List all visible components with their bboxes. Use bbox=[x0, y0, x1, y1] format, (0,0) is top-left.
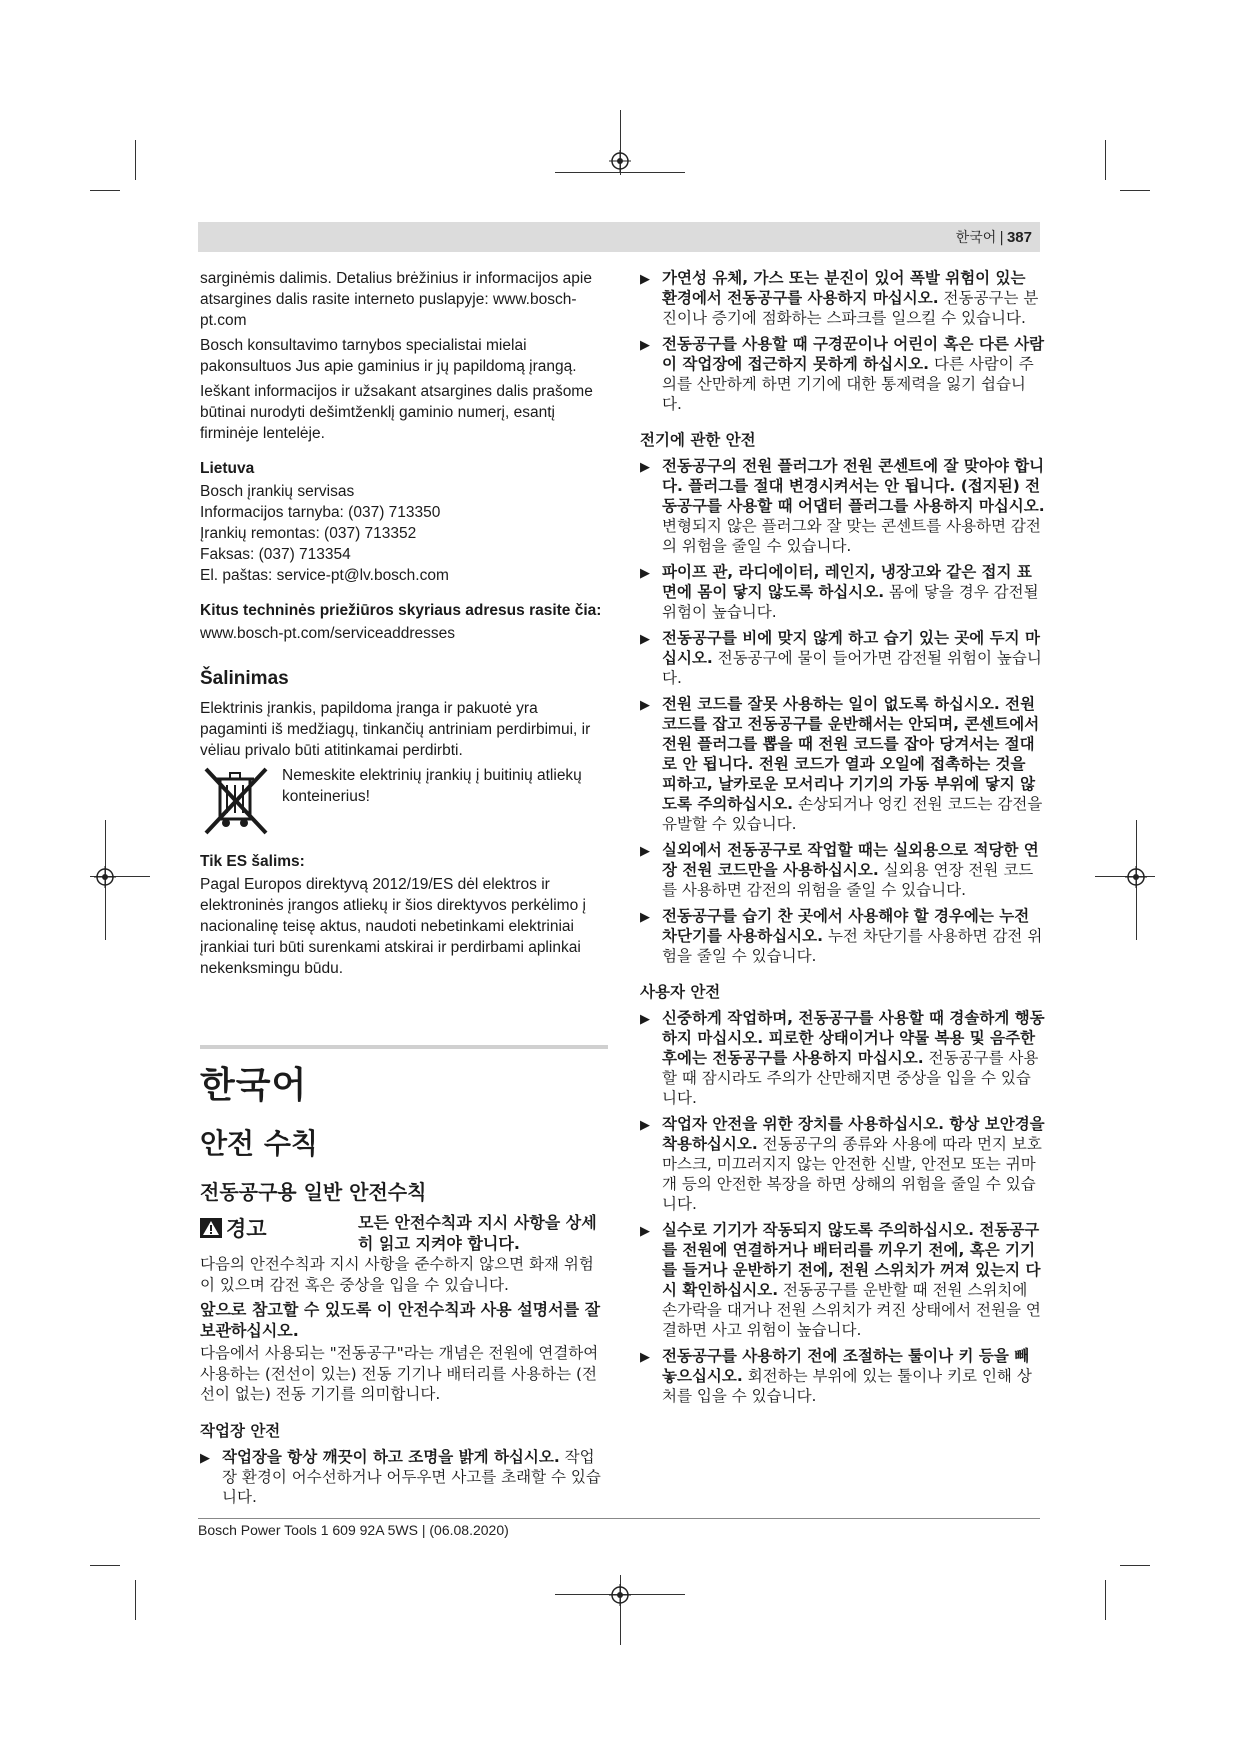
electrical-heading: 전기에 관한 안전 bbox=[640, 431, 756, 449]
safety-bullet bbox=[640, 1114, 1045, 1214]
contact-line: Informacijos tarnyba: (037) 713350 bbox=[200, 504, 441, 521]
crop-mark bbox=[1120, 1565, 1150, 1566]
contact-line: Įrankių remontas: (037) 713352 bbox=[200, 525, 417, 542]
header-language: 한국어 bbox=[955, 230, 997, 246]
safety-bullet bbox=[640, 906, 1045, 966]
bullet-arrow-icon: ▶ bbox=[640, 460, 650, 475]
bullet-text: 작업장 환경이 어수선하거나 어두우면 사고를 초래할 수 있습니다. bbox=[222, 1447, 601, 1506]
warning-bold: 모든 안전수칙과 지시 사항을 상세히 읽고 지켜야 합니다. bbox=[358, 1213, 597, 1253]
work-area-heading: 작업장 안전 bbox=[200, 1421, 281, 1440]
general-safety-title: 전동공구용 일반 안전수칙 bbox=[200, 1180, 427, 1204]
footer-text: Bosch Power Tools 1 609 92A 5WS | (06.08.2020) bbox=[198, 1522, 509, 1538]
bullet-text: 전동공구에 물이 들어가면 감전될 위험이 높습니다. bbox=[662, 649, 1042, 687]
bullet-bold: 실수로 기기가 작동되지 않도록 주의하십시오. 전동공구를 전원에 연결하거나 배터리를 끼우기 전에, 혹은 기기를 들거나 운반하기 전에, 전원 스위치가 꺼져 있는지 다시 확인하십시오. bbox=[662, 1221, 1041, 1299]
bullet-arrow-icon: ▶ bbox=[640, 632, 650, 647]
bullet-arrow-icon: ▶ bbox=[640, 844, 650, 859]
crop-mark bbox=[90, 1565, 120, 1566]
bullet-text: 실외용 연장 전원 코드를 사용하면 감전의 위험을 줄일 수 있습니다. bbox=[662, 861, 1034, 899]
bullet-text: 전동공구를 운반할 때 전원 스위치에 손가락을 대거나 전원 스위치가 켜진 상태에서 전원을 연결하면 사고 위험이 높습니다. bbox=[662, 1281, 1041, 1339]
warning-text: 다음의 안전수칙과 지시 사항을 준수하지 않으면 화재 위험이 있으며 감전 혹은 중상을 입을 수 있습니다. bbox=[200, 1255, 594, 1294]
bullet-text: 변형되지 않은 플러그와 잘 맞는 콘센트를 사용하면 감전의 위험을 줄일 수 있습니다. bbox=[662, 517, 1041, 555]
disposal-text: Elektrinis įrankis, papildoma įranga ir pakuotė yra pagaminti iš medžiagų, tinkančių antriniam perdirbimui, ir vėliau privalo būti atitinkamai perdirbti. bbox=[200, 700, 591, 759]
crop-mark bbox=[1120, 190, 1150, 191]
safety-bullet bbox=[640, 1008, 1045, 1108]
lt-paragraph: Ieškant informacijos ir užsakant atsargines dalis prašome būtinai nurodyti dešimtženklį gaminio numerį, esantį firminėje lentelėje. bbox=[200, 383, 593, 442]
crop-mark bbox=[555, 172, 685, 173]
lt-paragraph: Bosch konsultavimo tarnybos specialistai mielai pakonsultuos Jus apie gaminius ir jų papildomą įrangą. bbox=[200, 337, 577, 375]
safety-bullet bbox=[640, 694, 1045, 834]
safety-bullet bbox=[640, 456, 1045, 556]
keep-instructions: 앞으로 참고할 수 있도록 이 안전수칙과 사용 설명서를 잘 보관하십시오. bbox=[200, 1300, 601, 1340]
bullet-bold: 전원 코드를 잘못 사용하는 일이 없도록 하십시오. 전원 코드를 잡고 전동공구를 운반해서는 안되며, 콘센트에서 전원 플러그를 뽑을 때 전원 코드를 잡아 당겨서는 절대로 안 됩니다. 전원 코드가 열과 오일에 접촉하는 것을 피하고, 날카로운 모서리나 기기의 가동 부위에 닿지 않도록 주의하십시오. bbox=[662, 695, 1040, 813]
language-divider bbox=[200, 1045, 608, 1049]
bullet-arrow-icon: ▶ bbox=[640, 698, 650, 713]
weee-note: Nemeskite elektrinių įrankių į buitinių atliekų konteinerius! bbox=[282, 767, 582, 805]
safety-bullet bbox=[640, 628, 1045, 688]
crop-mark bbox=[135, 140, 136, 180]
bullet-text: 손상되거나 엉킨 전원 코드는 감전을 유발할 수 있습니다. bbox=[662, 795, 1043, 833]
bullet-bold: 작업자 안전을 위한 장치를 사용하십시오. 항상 보안경을 착용하십시오. bbox=[662, 1115, 1045, 1153]
bullet-bold: 전동공구를 사용할 때 구경꾼이나 어린이 혹은 다른 사람이 작업장에 접근하지 못하게 하십시오. bbox=[662, 335, 1045, 373]
safety-bullet bbox=[640, 334, 1045, 414]
bullet-bold: 파이프 관, 라디에이터, 레인지, 냉장고와 같은 접지 표면에 몸이 닿지 않도록 하십시오. bbox=[662, 563, 1032, 601]
crop-mark bbox=[1105, 140, 1106, 180]
bullet-text: 누전 차단기를 사용하면 감전 위험을 줄일 수 있습니다. bbox=[662, 927, 1043, 965]
bullet-text: 전동공구를 사용할 때 잠시라도 주의가 산만해지면 중상을 입을 수 있습니다. bbox=[662, 1049, 1039, 1107]
bullet-arrow-icon: ▶ bbox=[640, 1118, 650, 1133]
warning-word: 경고 bbox=[226, 1217, 267, 1241]
page-header bbox=[198, 222, 1040, 252]
bullet-text: 전동공구는 분진이나 증기에 점화하는 스파크를 일으킬 수 있습니다. bbox=[662, 289, 1039, 327]
country-heading: Lietuva bbox=[200, 460, 255, 477]
bullet-arrow-icon: ▶ bbox=[200, 1450, 210, 1466]
eu-text: Pagal Europos direktyvą 2012/19/ES dėl elektros ir elektroninės įrangos atliekų ir šios direktyvos perkėlimo į nacionalinę teisę aktus, naudoti nebetinkami elektriniai įrankiai turi būti surenkami atskirai ir perdirbami aplinkai nekenksmingu būdu. bbox=[200, 876, 586, 977]
right-column bbox=[640, 268, 1045, 1412]
registration-mark-icon bbox=[609, 150, 631, 172]
contact-line: Bosch įrankių servisas bbox=[200, 483, 355, 500]
bullet-bold: 실외에서 전동공구로 작업할 때는 실외용으로 적당한 연장 전원 코드만을 사용하십시오. bbox=[662, 841, 1039, 879]
crop-mark bbox=[90, 190, 120, 191]
bullet-bold: 작업장을 항상 깨끗이 하고 조명을 밝게 하십시오. bbox=[222, 1447, 560, 1466]
bullet-bold: 전동공구의 전원 플러그가 전원 콘센트에 잘 맞아야 합니다. 플러그를 절대 변경시켜서는 안 됩니다. (접지된) 전동공구를 사용할 때 어댑터 플러그를 사용하지 마십시오. bbox=[662, 457, 1045, 515]
bullet-arrow-icon: ▶ bbox=[640, 566, 650, 581]
warning-block bbox=[200, 1213, 608, 1254]
safety-bullet bbox=[640, 562, 1045, 622]
page-label bbox=[956, 227, 1032, 247]
personal-safety-heading: 사용자 안전 bbox=[640, 983, 721, 1001]
bullet-arrow-icon: ▶ bbox=[640, 910, 650, 925]
service-addresses-link[interactable]: www.bosch-pt.com/serviceaddresses bbox=[200, 625, 455, 642]
warning-label bbox=[200, 1213, 358, 1243]
lt-paragraph: sarginėmis dalimis. Detalius brėžinius ir informacijos apie atsargines dalis rasite interneto puslapyje: www.bosch-pt.com bbox=[200, 270, 592, 329]
weee-notice bbox=[200, 765, 608, 837]
footer-rule bbox=[198, 1518, 1040, 1519]
registration-mark-icon bbox=[1125, 866, 1147, 888]
crop-mark bbox=[1105, 1580, 1106, 1620]
contact-line: El. paštas: service-pt@lv.bosch.com bbox=[200, 567, 449, 584]
bullet-bold: 전동공구를 비에 맞지 않게 하고 습기 있는 곳에 두지 마십시오. bbox=[662, 629, 1040, 667]
header-separator: | bbox=[999, 230, 1004, 246]
bullet-arrow-icon: ▶ bbox=[640, 272, 650, 287]
bullet-arrow-icon: ▶ bbox=[640, 1350, 650, 1365]
bullet-text: 몸에 닿을 경우 감전될 위험이 높습니다. bbox=[662, 583, 1039, 621]
bullet-arrow-icon: ▶ bbox=[640, 1224, 650, 1239]
page-number: 387 bbox=[1006, 229, 1032, 246]
left-column bbox=[200, 268, 608, 1513]
safety-title: 안전 수칙 bbox=[200, 1127, 318, 1160]
registration-mark-icon bbox=[94, 866, 116, 888]
bullet-arrow-icon: ▶ bbox=[640, 338, 650, 353]
disposal-title: Šalinimas bbox=[200, 668, 289, 689]
bullet-text: 전동공구의 종류와 사용에 따라 먼지 보호 마스크, 미끄러지지 않는 안전한 신발, 안전모 또는 귀마개 등의 안전한 복장을 하면 상해의 위험을 줄일 수 있습니다. bbox=[662, 1135, 1042, 1213]
bullet-bold: 전동공구를 사용하기 전에 조절하는 툴이나 키 등을 빼 놓으십시오. bbox=[662, 1347, 1030, 1385]
bullet-bold: 신중하게 작업하며, 전동공구를 사용할 때 경솔하게 행동하지 마십시오. 피로한 상태이거나 약물 복용 및 음주한 후에는 전동공구를 사용하지 마십시오. bbox=[662, 1009, 1045, 1067]
definition-text: 다음에서 사용되는 "전동공구"라는 개념은 전원에 연결하여 사용하는 (전선이 있는) 전동 기기나 배터리를 사용하는 (전선이 없는) 전동 기기를 의미합니다. bbox=[200, 1344, 599, 1403]
language-title: 한국어 bbox=[200, 1065, 308, 1106]
warning-icon bbox=[200, 1218, 222, 1238]
safety-bullet bbox=[200, 1447, 608, 1507]
safety-bullet bbox=[640, 1220, 1045, 1340]
bullet-text: 다른 사람이 주의를 산만하게 하면 기기에 대한 통제력을 잃기 쉽습니다. bbox=[662, 355, 1034, 413]
registration-mark-icon bbox=[609, 1584, 631, 1606]
safety-bullet bbox=[640, 268, 1045, 328]
safety-bullet bbox=[640, 840, 1045, 900]
safety-bullet bbox=[640, 1346, 1045, 1406]
bullet-arrow-icon: ▶ bbox=[640, 1012, 650, 1027]
other-addresses-heading: Kitus techninės priežiūros skyriaus adresus rasite čia: bbox=[200, 602, 602, 619]
bullet-text: 회전하는 부위에 있는 툴이나 키로 인해 상처를 입을 수 있습니다. bbox=[662, 1367, 1032, 1405]
contact-line: Faksas: (037) 713354 bbox=[200, 546, 351, 563]
crop-mark bbox=[135, 1580, 136, 1620]
crossed-bin-icon bbox=[200, 765, 272, 837]
eu-heading: Tik ES šalims: bbox=[200, 853, 305, 870]
bullet-bold: 전동공구를 습기 찬 곳에서 사용해야 할 경우에는 누전 차단기를 사용하십시오. bbox=[662, 907, 1030, 945]
bullet-bold: 가연성 유체, 가스 또는 분진이 있어 폭발 위험이 있는 환경에서 전동공구를 사용하지 마십시오. bbox=[662, 269, 1026, 307]
